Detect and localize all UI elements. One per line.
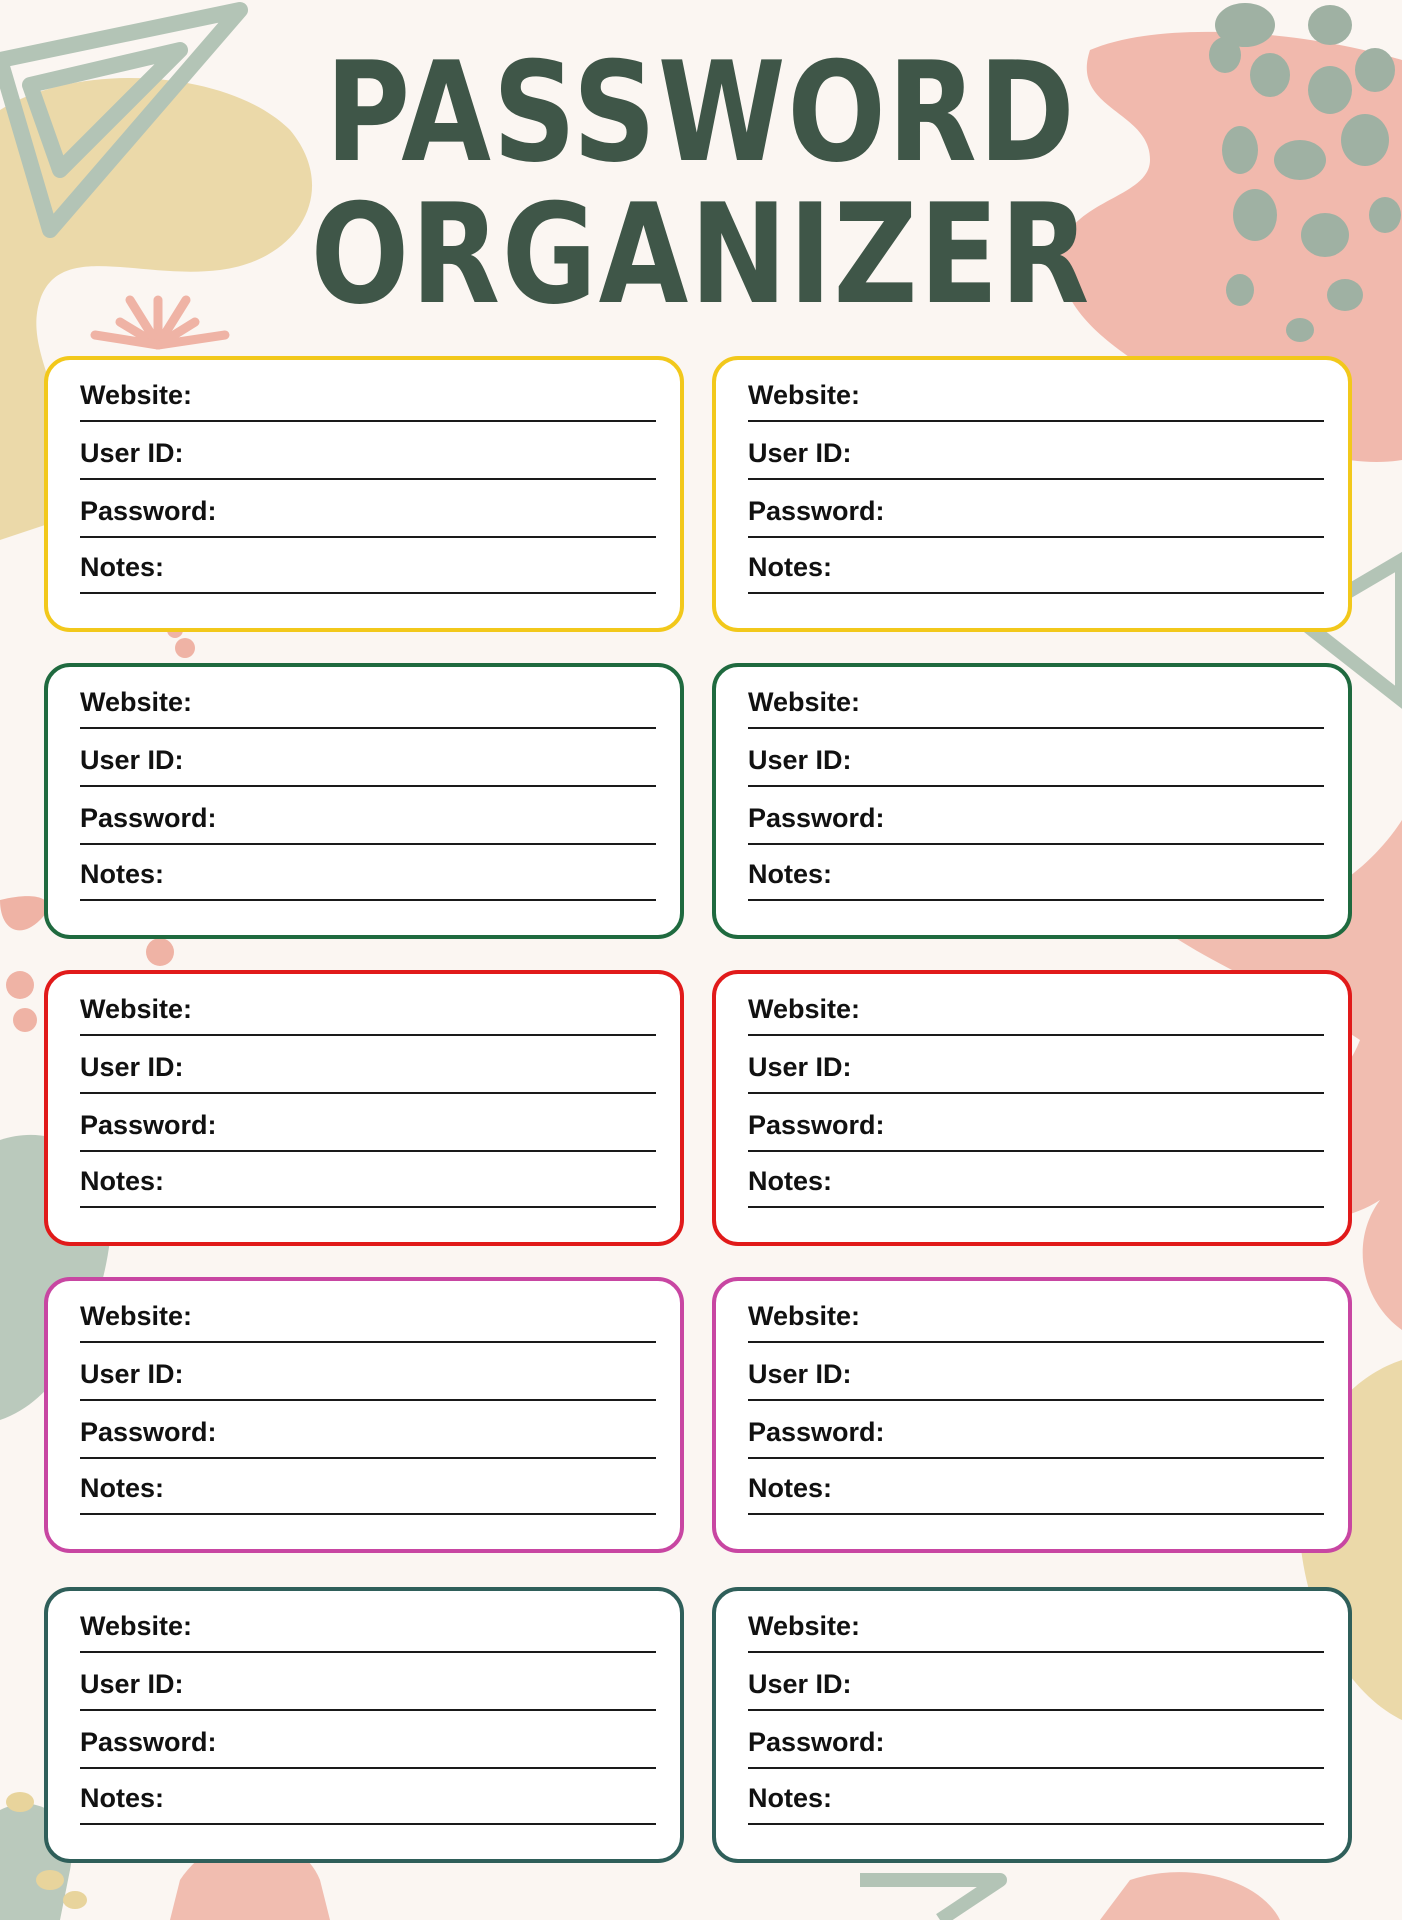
notes-field[interactable] xyxy=(748,853,1324,901)
website-field-label: Website: xyxy=(748,687,861,717)
user-id-field[interactable] xyxy=(748,1353,1324,1401)
password-card xyxy=(44,663,684,939)
user-id-field[interactable] xyxy=(80,1046,656,1094)
user-id-field-label: User ID: xyxy=(748,1669,852,1699)
password-card xyxy=(44,970,684,1246)
notes-field[interactable] xyxy=(748,1467,1324,1515)
website-field[interactable] xyxy=(80,681,656,729)
sage-triangle-bottom xyxy=(860,1880,1000,1920)
website-field[interactable] xyxy=(748,681,1324,729)
password-field[interactable] xyxy=(748,1411,1324,1459)
notes-field[interactable] xyxy=(80,546,656,594)
user-id-field[interactable] xyxy=(80,739,656,787)
website-field-label: Website: xyxy=(748,1301,861,1331)
password-field[interactable] xyxy=(748,797,1324,845)
website-field-label: Website: xyxy=(80,994,193,1024)
password-card xyxy=(712,1587,1352,1863)
user-id-field[interactable] xyxy=(748,432,1324,480)
password-card xyxy=(712,970,1352,1246)
website-field[interactable] xyxy=(80,1295,656,1343)
password-field[interactable] xyxy=(80,797,656,845)
password-field-label: Password: xyxy=(80,1727,217,1757)
website-field[interactable] xyxy=(748,1605,1324,1653)
password-field[interactable] xyxy=(748,490,1324,538)
user-id-field-label: User ID: xyxy=(80,1359,184,1389)
notes-field-label: Notes: xyxy=(748,1783,833,1813)
password-field[interactable] xyxy=(80,490,656,538)
notes-field-label: Notes: xyxy=(80,1473,165,1503)
title-line-2: ORGANIZER xyxy=(310,174,1092,335)
title-line-1: PASSWORD xyxy=(325,32,1077,193)
password-card xyxy=(44,1277,684,1553)
user-id-field-label: User ID: xyxy=(80,438,184,468)
user-id-field-label: User ID: xyxy=(80,1052,184,1082)
user-id-field-label: User ID: xyxy=(80,1669,184,1699)
user-id-field[interactable] xyxy=(80,1663,656,1711)
password-field[interactable] xyxy=(748,1104,1324,1152)
website-field-label: Website: xyxy=(748,1611,861,1641)
notes-field-label: Notes: xyxy=(80,859,165,889)
website-field-label: Website: xyxy=(748,380,861,410)
password-card xyxy=(712,356,1352,632)
notes-field[interactable] xyxy=(80,1467,656,1515)
notes-field[interactable] xyxy=(748,1160,1324,1208)
user-id-field[interactable] xyxy=(748,1663,1324,1711)
website-field[interactable] xyxy=(748,1295,1324,1343)
password-field-label: Password: xyxy=(80,496,217,526)
password-field-label: Password: xyxy=(748,1727,885,1757)
website-field[interactable] xyxy=(80,1605,656,1653)
user-id-field-label: User ID: xyxy=(748,745,852,775)
password-card xyxy=(712,1277,1352,1553)
notes-field-label: Notes: xyxy=(748,1166,833,1196)
pink-blob-bottom-right xyxy=(1100,1872,1280,1920)
password-field-label: Password: xyxy=(80,1417,217,1447)
website-field-label: Website: xyxy=(80,380,193,410)
website-field-label: Website: xyxy=(748,994,861,1024)
password-field-label: Password: xyxy=(80,803,217,833)
user-id-field[interactable] xyxy=(748,1046,1324,1094)
password-field[interactable] xyxy=(80,1411,656,1459)
user-id-field-label: User ID: xyxy=(748,438,852,468)
website-field-label: Website: xyxy=(80,687,193,717)
user-id-field[interactable] xyxy=(80,432,656,480)
user-id-field[interactable] xyxy=(80,1353,656,1401)
website-field[interactable] xyxy=(80,988,656,1036)
user-id-field[interactable] xyxy=(748,739,1324,787)
pink-arc-left xyxy=(0,896,48,930)
website-field-label: Website: xyxy=(80,1301,193,1331)
notes-field-label: Notes: xyxy=(748,552,833,582)
password-field-label: Password: xyxy=(748,1110,885,1140)
password-field-label: Password: xyxy=(748,1417,885,1447)
website-field[interactable] xyxy=(748,988,1324,1036)
notes-field[interactable] xyxy=(80,853,656,901)
password-field[interactable] xyxy=(80,1104,656,1152)
notes-field[interactable] xyxy=(748,1777,1324,1825)
password-field-label: Password: xyxy=(748,496,885,526)
password-field-label: Password: xyxy=(80,1110,217,1140)
user-id-field-label: User ID: xyxy=(748,1359,852,1389)
password-field-label: Password: xyxy=(748,803,885,833)
notes-field[interactable] xyxy=(80,1160,656,1208)
user-id-field-label: User ID: xyxy=(80,745,184,775)
user-id-field-label: User ID: xyxy=(748,1052,852,1082)
notes-field[interactable] xyxy=(748,546,1324,594)
notes-field-label: Notes: xyxy=(748,1473,833,1503)
notes-field-label: Notes: xyxy=(80,1783,165,1813)
notes-field-label: Notes: xyxy=(80,552,165,582)
password-card xyxy=(44,356,684,632)
notes-field[interactable] xyxy=(80,1777,656,1825)
website-field-label: Website: xyxy=(80,1611,193,1641)
password-field[interactable] xyxy=(748,1721,1324,1769)
password-field[interactable] xyxy=(80,1721,656,1769)
notes-field-label: Notes: xyxy=(80,1166,165,1196)
website-field[interactable] xyxy=(80,374,656,422)
password-card xyxy=(44,1587,684,1863)
website-field[interactable] xyxy=(748,374,1324,422)
notes-field-label: Notes: xyxy=(748,859,833,889)
password-card xyxy=(712,663,1352,939)
